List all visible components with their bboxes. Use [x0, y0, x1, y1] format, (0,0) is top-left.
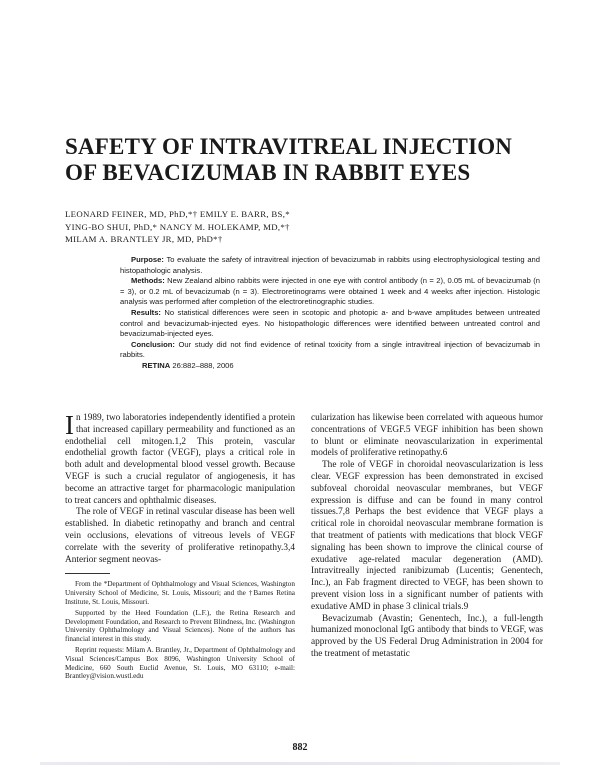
article-title	[65, 134, 545, 186]
abstract	[120, 255, 540, 372]
author-line-2: YING-BO SHUI, PhD,* NANCY M. HOLEKAMP, MD,*†	[65, 221, 290, 232]
footnote-divider	[65, 573, 110, 574]
conclusion-label: Conclusion:	[131, 339, 175, 349]
intro-paragraph-1	[65, 410, 295, 507]
scan-footer-strip	[40, 762, 560, 765]
intro-paragraph-1-text: n 1989, two laboratories independently identified a protein that increased capillary permeability and functioned as an endothelial cell mitogen.1,2 This protein, vascular endothelial growth factor (VEGF), plays a critical role in both adult and developmental blood vessel growth. Because VEGF is such a crucial regulator of angiogenesis, it has become an attractive target for pharmacologic manipulation to treat cancers and ophthalmic diseases.	[65, 413, 295, 506]
abstract-conclusion	[120, 340, 540, 361]
conclusion-text: Our study did not find evidence of retinal toxicity from a single intravitreal injection of bevacizumab in rabbits.	[120, 339, 540, 360]
purpose-label: Purpose:	[131, 255, 164, 264]
title-line-1: SAFETY OF INTRAVITREAL INJECTION	[65, 134, 513, 159]
results-label: Results:	[131, 307, 161, 317]
intro-paragraph-2: The role of VEGF in retinal vascular disease has been well established. In diabetic retinopathy and branch and central vein occlusions, elevations of vitreous levels of VEGF correlate with the severity of proliferative retinopathy.3,4 Anterior segment neovas-	[65, 507, 295, 565]
abstract-methods	[120, 276, 540, 308]
left-column	[65, 410, 295, 683]
abstract-results	[120, 308, 540, 340]
purpose-text: To evaluate the safety of intravitreal injection of bevacizumab in rabbits using electrophysiological testing and histopathologic analysis.	[120, 255, 540, 275]
citation-details: 26:882–888, 2006	[170, 360, 234, 370]
body-paragraph-choroidal: The role of VEGF in choroidal neovascularization is less clear. VEGF expression has been demonstrated in excised subfoveal choroidal neovascular membranes, but VEGF expression is diffuse and can be found in many control tissues.7,8 Perhaps the best evidence that VEGF plays a critical role in choroidal neovascular membrane formation is that treatment of patients with medications that block VEGF signaling has been shown to improve the clinical course of exudative age-related macular degeneration (AMD). Intravitreally injected ranibizumab (Lucentis; Genentech, Inc.), an Fab fragment directed to VEGF, has been shown to prevent vision loss in a significant number of patients with exudative AMD in phase 3 clinical trials.9	[311, 460, 543, 612]
abstract-purpose	[120, 255, 540, 276]
author-list	[65, 208, 485, 246]
methods-label: Methods:	[131, 276, 165, 286]
results-text: No statistical differences were seen in scotopic and photopic a- and b-wave amplitudes between untreated control and bevacizumab-injected eyes. No histopathologic differences were identified between untreated control and bevacizumab-injected eyes.	[120, 307, 540, 339]
footnote-affiliation: From the *Department of Ophthalmology and Visual Sciences, Washington University School of Medicine, St. Louis, Missouri; and the †Barnes Retina Institute, St. Louis, Missouri.	[65, 580, 295, 606]
footnotes	[65, 580, 295, 681]
author-line-3: MILAM A. BRANTLEY JR, MD, PhD*†	[65, 234, 223, 244]
methods-text: New Zealand albino rabbits were injected in one eye with control antibody (n = 2), 0.05 mL of bevacizumab (n = 3), or 0.2 mL of bevacizumab (n = 3). Electroretinograms were obtained 1 week and 4 weeks after injection. Histologic analysis was performed after completion of the electroretinographic studies.	[120, 276, 540, 307]
footnote-reprints: Reprint requests: Milam A. Brantley, Jr., Department of Ophthalmology and Visual Sciences/Campus Box 8096, Washington University School of Medicine, 660 South Euclid Avenue, St. Louis, MO 63110; e-mail: Brantley@vision.wustl.edu	[65, 645, 295, 681]
journal-citation	[120, 361, 540, 372]
body-paragraph-bevacizumab: Bevacizumab (Avastin; Genentech, Inc.), a full-length humanized monoclonal IgG antibody that binds to VEGF, was approved by the US Federal Drug Administration in 2004 for the treatment of metastatic	[311, 613, 543, 659]
footnote-funding: Supported by the Heed Foundation (L.F.), the Retina Research and Development Foundation, and Research to Prevent Blindness, Inc. (Washington University Ophthalmology and Visual Sciences). None of the authors has financial interest in this study.	[65, 608, 295, 644]
drop-cap: I	[65, 410, 74, 440]
journal-name: RETINA	[142, 360, 171, 370]
title-line-2: OF BEVACIZUMAB IN RABBIT EYES	[65, 160, 471, 185]
author-line-1: LEONARD FEINER, MD, PhD,*† EMILY E. BARR, BS,*	[65, 209, 290, 219]
body-paragraph-continued: cularization has likewise been correlated with aqueous humor concentrations of VEGF.5 VEGF inhibition has been shown to blunt or eliminate neovascularization in experimental models of proliferative retinopathy.6	[311, 413, 543, 459]
page-number: 882	[292, 742, 308, 753]
right-column	[311, 413, 543, 661]
